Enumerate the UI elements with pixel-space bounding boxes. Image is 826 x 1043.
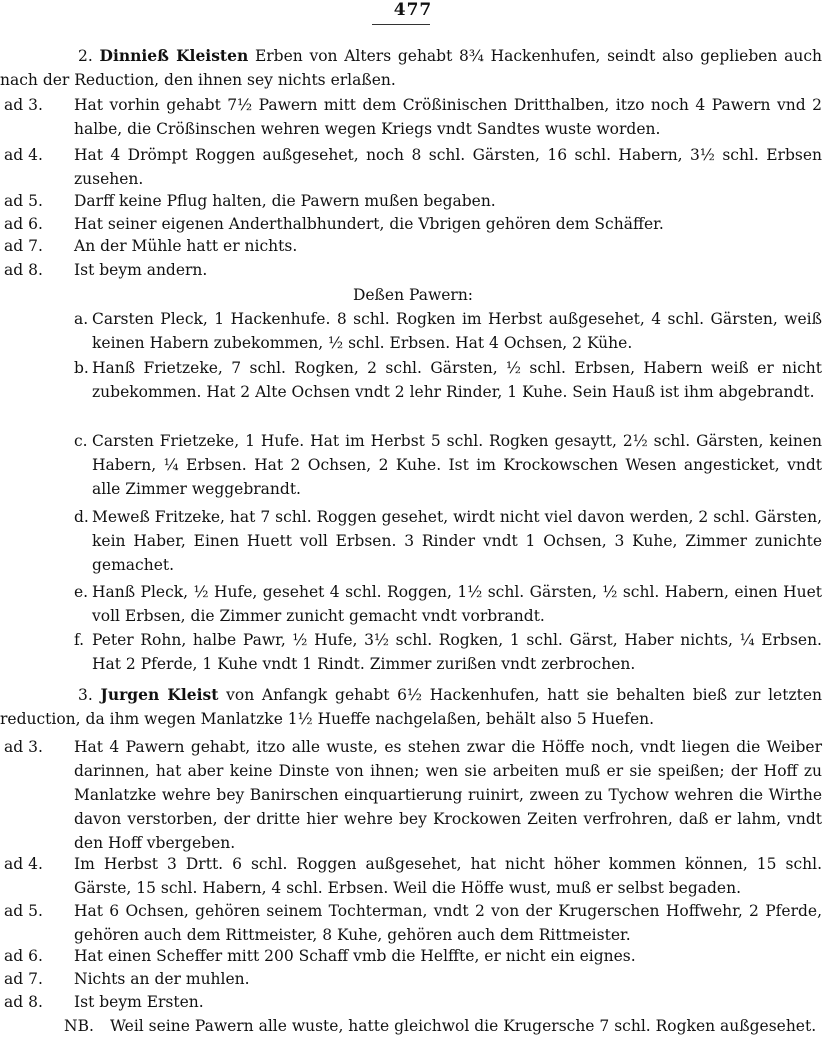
entry-text: Hat seiner eigenen Anderthalbhundert, die Vbrigen gehören dem Schäffer.	[74, 215, 664, 233]
note-text: Weil seine Pawern alle wuste, hatte gleichwol die Krugersche 7 schl. Rogken außgesehet.	[110, 1017, 817, 1035]
section-number: 3.	[78, 686, 93, 704]
entry-label: ad 6.	[4, 947, 43, 965]
entry-text: Hat 4 Pawern gehabt, itzo alle wuste, es stehen zwar die Höffe noch, vndt liegen die Weiber darinnen, hat aber keine Dinste von ihnen; wen sie arbeiten muß er sie speißen; der Hoff zu Manlatzke wehre bey Banirschen einquartierung ruinirt, zween zu Tychow wehren die Wirthe davon verstorben, der dritte hier wehre bey Krockowen Zeiten verfrohren, daß er lahm, vndt den Hoff vbergeben.	[74, 738, 822, 852]
section-number: 2.	[78, 47, 93, 65]
entry-label: ad 8.	[4, 261, 43, 279]
peasant-text: Hanß Pleck, ½ Hufe, gesehet 4 schl. Roggen, 1½ schl. Gärsten, ½ schl. Habern, einen Huet voll Erbsen, die Zimmer zunicht gemacht vndt vorbrandt.	[92, 583, 822, 625]
peasant-label: a.	[74, 310, 89, 328]
peasants-heading: Deßen Pawern:	[352, 286, 474, 304]
entry-text: An der Mühle hatt er nichts.	[74, 237, 298, 255]
entry-label: ad 6.	[4, 215, 43, 233]
peasant-text: Meweß Fritzeke, hat 7 schl. Roggen gesehet, wirdt nicht viel davon werden, 2 schl. Gärsten, kein Haber, Einen Huett voll Erbsen. 3 Rinder vndt 1 Ochsen, 3 Kuhe, Zimmer zunichte gemachet.	[92, 508, 822, 574]
entry-text: Hat vorhin gehabt 7½ Pawern mitt dem Crößinischen Dritthalben, itzo noch 4 Pawern vnd 2 halbe, die Crößinschen wehren wegen Kriegs vndt Sandtes wuste worden.	[74, 96, 822, 138]
peasant-label: c.	[74, 432, 88, 450]
entry-text: Nichts an der muhlen.	[74, 970, 250, 988]
peasant-text: Peter Rohn, halbe Pawr, ½ Hufe, 3½ schl. Rogken, 1 schl. Gärst, Haber nichts, ¼ Erbsen. Hat 2 Pferde, 1 Kuhe vndt 1 Rindt. Zimmer zurißen vndt zerbrochen.	[92, 631, 822, 673]
entry-label: ad 5.	[4, 192, 43, 210]
note-label: NB.	[64, 1017, 94, 1035]
entry-text: Im Herbst 3 Drtt. 6 schl. Roggen außgesehet, hat nicht höher kommen können, 15 schl. Gärste, 15 schl. Habern, 4 schl. Erbsen. Weil die Höffe wust, muß er selbst begaden.	[74, 855, 822, 897]
entry-text: Ist beym andern.	[74, 261, 208, 279]
entry-label: ad 8.	[4, 993, 43, 1011]
section-2-paragraph	[0, 44, 822, 92]
entry-text: Ist beym Ersten.	[74, 993, 204, 1011]
peasant-text: Carsten Pleck, 1 Hackenhufe. 8 schl. Rogken im Herbst außgesehet, 4 schl. Gärsten, weiß keinen Habern zubekommen, ½ schl. Erbsen. Hat 4 Ochsen, 2 Kühe.	[92, 310, 822, 352]
peasant-text: Hanß Frietzeke, 7 schl. Rogken, 2 schl. Gärsten, ½ schl. Erbsen, Habern weiß er nicht zubekommen. Hat 2 Alte Ochsen vndt 2 lehr Rinder, 1 Kuhe. Sein Hauß ist ihm abgebrandt.	[92, 359, 822, 401]
entry-label: ad 5.	[4, 902, 43, 920]
peasant-label: b.	[74, 359, 89, 377]
peasant-label: e.	[74, 583, 89, 601]
peasant-text: Carsten Frietzeke, 1 Hufe. Hat im Herbst 5 schl. Rogken gesaytt, 2½ schl. Gärsten, keinen Habern, ¼ Erbsen. Hat 2 Ochsen, 2 Kuhe. Ist im Krockowschen Wesen angesticket, vndt alle Zimmer weggebrandt.	[92, 432, 822, 498]
entry-label: ad 4.	[4, 855, 43, 873]
page-number: 477	[393, 0, 433, 20]
section-text: von Anfangk gehabt 6½ Hackenhufen, hatt sie behalten bieß zur letzten reduction, da ihm wegen Manlatzke 1½ Hueffe nachgelaßen, behält also 5 Huefen.	[0, 686, 822, 728]
entry-text: Hat einen Scheffer mitt 200 Schaff vmb die Helffte, er nicht ein eignes.	[74, 947, 636, 965]
peasant-label: d.	[74, 508, 89, 526]
section-3-paragraph	[0, 683, 822, 731]
entry-text: Hat 6 Ochsen, gehören seinem Tochterman, vndt 2 von der Krugerschen Hoffwehr, 2 Pferde, gehören auch dem Rittmeister, 8 Kuhe, gehören auch dem Rittmeister.	[74, 902, 822, 944]
section-name: Jurgen Kleist	[100, 685, 219, 704]
entry-text: Hat 4 Drömpt Roggen außgesehet, noch 8 schl. Gärsten, 16 schl. Habern, 3½ schl. Erbsen zusehen.	[74, 146, 822, 188]
entry-text: Darff keine Pflug halten, die Pawern mußen begaben.	[74, 192, 496, 210]
section-text: Erben von Alters gehabt 8¾ Hackenhufen, seindt also geplieben auch nach der Reduction, den ihnen sey nichts erlaßen.	[0, 47, 822, 89]
entry-label: ad 4.	[4, 146, 43, 164]
page-number-rule	[372, 24, 430, 25]
entry-label: ad 3.	[4, 738, 43, 756]
entry-label: ad 3.	[4, 96, 43, 114]
entry-label: ad 7.	[4, 237, 43, 255]
entry-label: ad 7.	[4, 970, 43, 988]
section-name: Dinnieß Kleisten	[99, 46, 249, 65]
peasant-label: f.	[74, 631, 85, 649]
